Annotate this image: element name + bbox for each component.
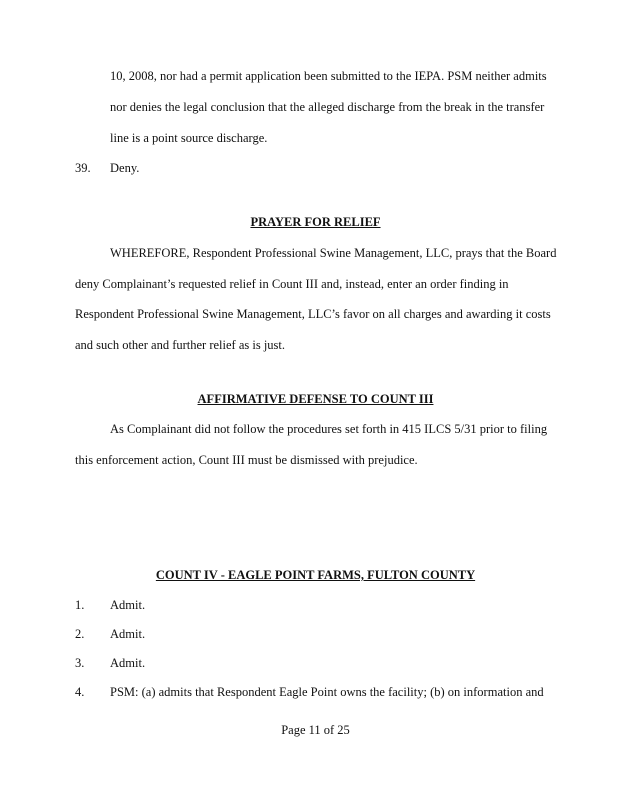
- prayer-line: WHEREFORE, Respondent Professional Swine Management, LLC, prays that the Board: [110, 246, 557, 260]
- affirmative-defense-heading: AFFIRMATIVE DEFENSE TO COUNT III: [197, 392, 434, 406]
- count-iv-heading: COUNT IV - EAGLE POINT FARMS, FULTON COUNTY: [155, 568, 476, 582]
- item-text: Admit.: [110, 598, 146, 612]
- defense-line: this enforcement action, Count III must be dismissed with prejudice.: [75, 453, 418, 467]
- page-number: Page 11 of 25: [281, 723, 350, 737]
- paragraph-line: line is a point source discharge.: [110, 131, 268, 145]
- prayer-line: Respondent Professional Swine Management, LLC’s favor on all charges and awarding it costs: [75, 307, 551, 321]
- defense-line: As Complainant did not follow the procedures set forth in 415 ILCS 5/31 prior to filing: [110, 422, 548, 436]
- prayer-line: and such other and further relief as is just.: [75, 338, 286, 352]
- item-text: Deny.: [110, 161, 140, 175]
- item-number: 2.: [75, 627, 85, 641]
- item-number: 3.: [75, 656, 85, 670]
- item-text: Admit.: [110, 656, 146, 670]
- prayer-heading: PRAYER FOR RELIEF: [250, 215, 381, 229]
- item-number: 1.: [75, 598, 85, 612]
- paragraph-line: nor denies the legal conclusion that the alleged discharge from the break in the transfer: [110, 100, 545, 114]
- paragraph-line: 10, 2008, nor had a permit application been submitted to the IEPA. PSM neither admits: [110, 69, 547, 83]
- item-text: Admit.: [110, 627, 146, 641]
- item-number: 4.: [75, 685, 85, 699]
- item-text: PSM: (a) admits that Respondent Eagle Point owns the facility; (b) on information and: [110, 685, 544, 699]
- item-number: 39.: [75, 161, 91, 175]
- prayer-line: deny Complainant’s requested relief in Count III and, instead, enter an order finding in: [75, 277, 509, 291]
